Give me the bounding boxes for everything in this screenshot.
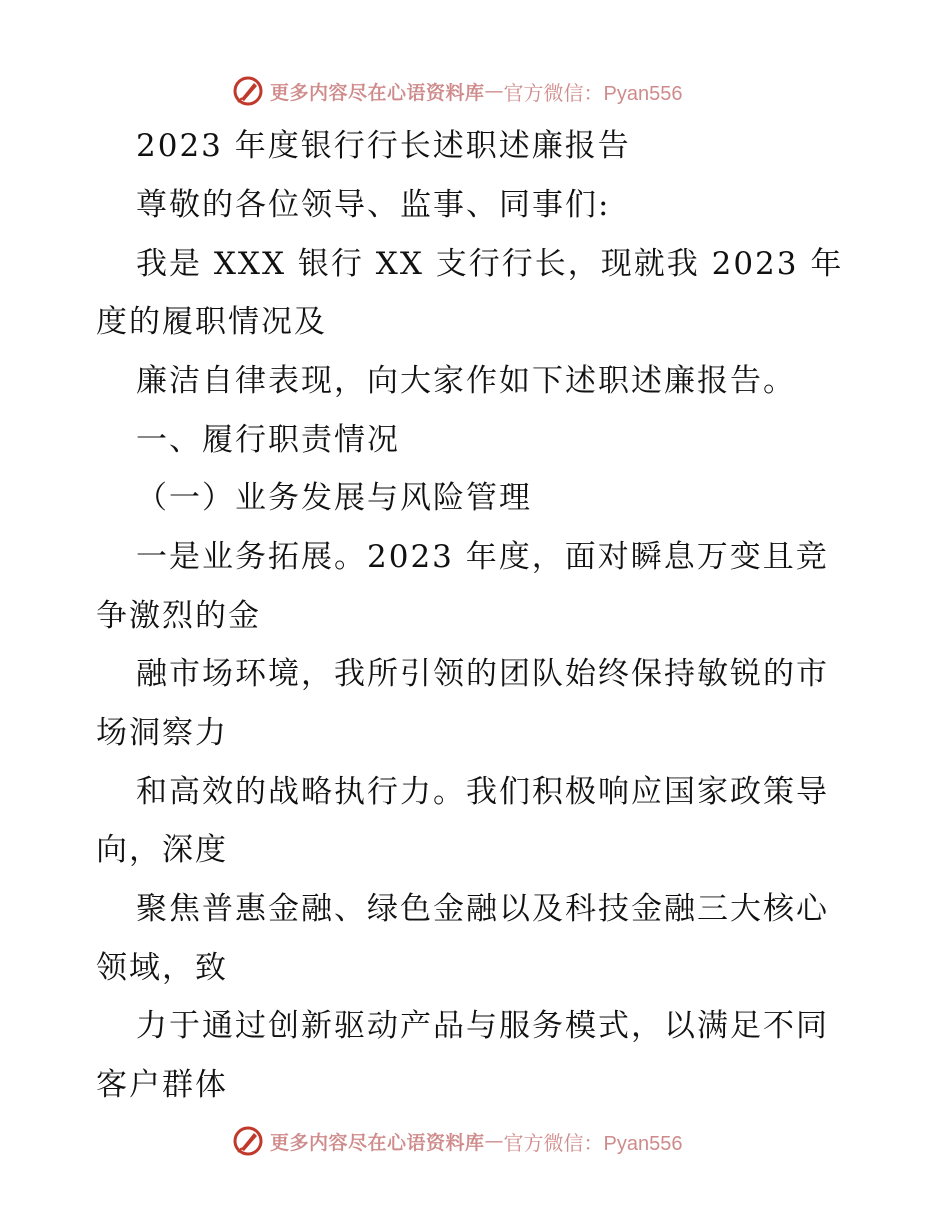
paragraph-line: 争激烈的金	[96, 598, 261, 634]
section-heading: 一、履行职责情况	[136, 422, 400, 458]
paragraph-line: 一是业务拓展。2023 年度，面对瞬息万变且竞	[136, 539, 829, 575]
paragraph-line: 和高效的战略执行力。我们积极响应国家政策导	[136, 774, 829, 810]
subsection-heading: （一）业务发展与风险管理	[136, 480, 532, 516]
paragraph-line: 客户群体	[96, 1067, 228, 1103]
paragraph-line: 聚焦普惠金融、绿色金融以及科技金融三大核心	[136, 891, 829, 927]
paragraph-line: 领域，致	[96, 950, 228, 986]
watermark-separator: —	[484, 1130, 504, 1152]
watermark-wechat-id: 官方微信：Pyan556	[503, 82, 683, 105]
paragraph-line: 场洞察力	[96, 715, 228, 751]
watermark-separator: —	[484, 80, 504, 102]
watermark-footer	[232, 1124, 682, 1158]
watermark-wechat-id: 官方微信：Pyan556	[503, 1132, 683, 1155]
paragraph-line: 融市场环境，我所引领的团队始终保持敏锐的市	[136, 656, 829, 692]
quill-pen-logo-icon	[232, 75, 264, 107]
salutation: 尊敬的各位领导、监事、同事们:	[136, 187, 611, 223]
watermark-text: 更多内容尽在心语资料库	[270, 81, 485, 104]
paragraph-line: 我是 XXX 银行 XX 支行行长，现就我 2023 年	[136, 246, 844, 282]
paragraph-line: 力于通过创新驱动产品与服务模式，以满足不同	[136, 1008, 829, 1044]
paragraph-line: 廉洁自律表现，向大家作如下述职述廉报告。	[136, 363, 796, 399]
paragraph-line: 向，深度	[96, 832, 228, 868]
document-title: 2023 年度银行行长述职述廉报告	[136, 128, 631, 164]
watermark-header	[232, 74, 682, 108]
quill-pen-logo-icon	[232, 1125, 264, 1157]
paragraph-line: 度的履职情况及	[96, 304, 327, 340]
watermark-text: 更多内容尽在心语资料库	[270, 1131, 485, 1154]
